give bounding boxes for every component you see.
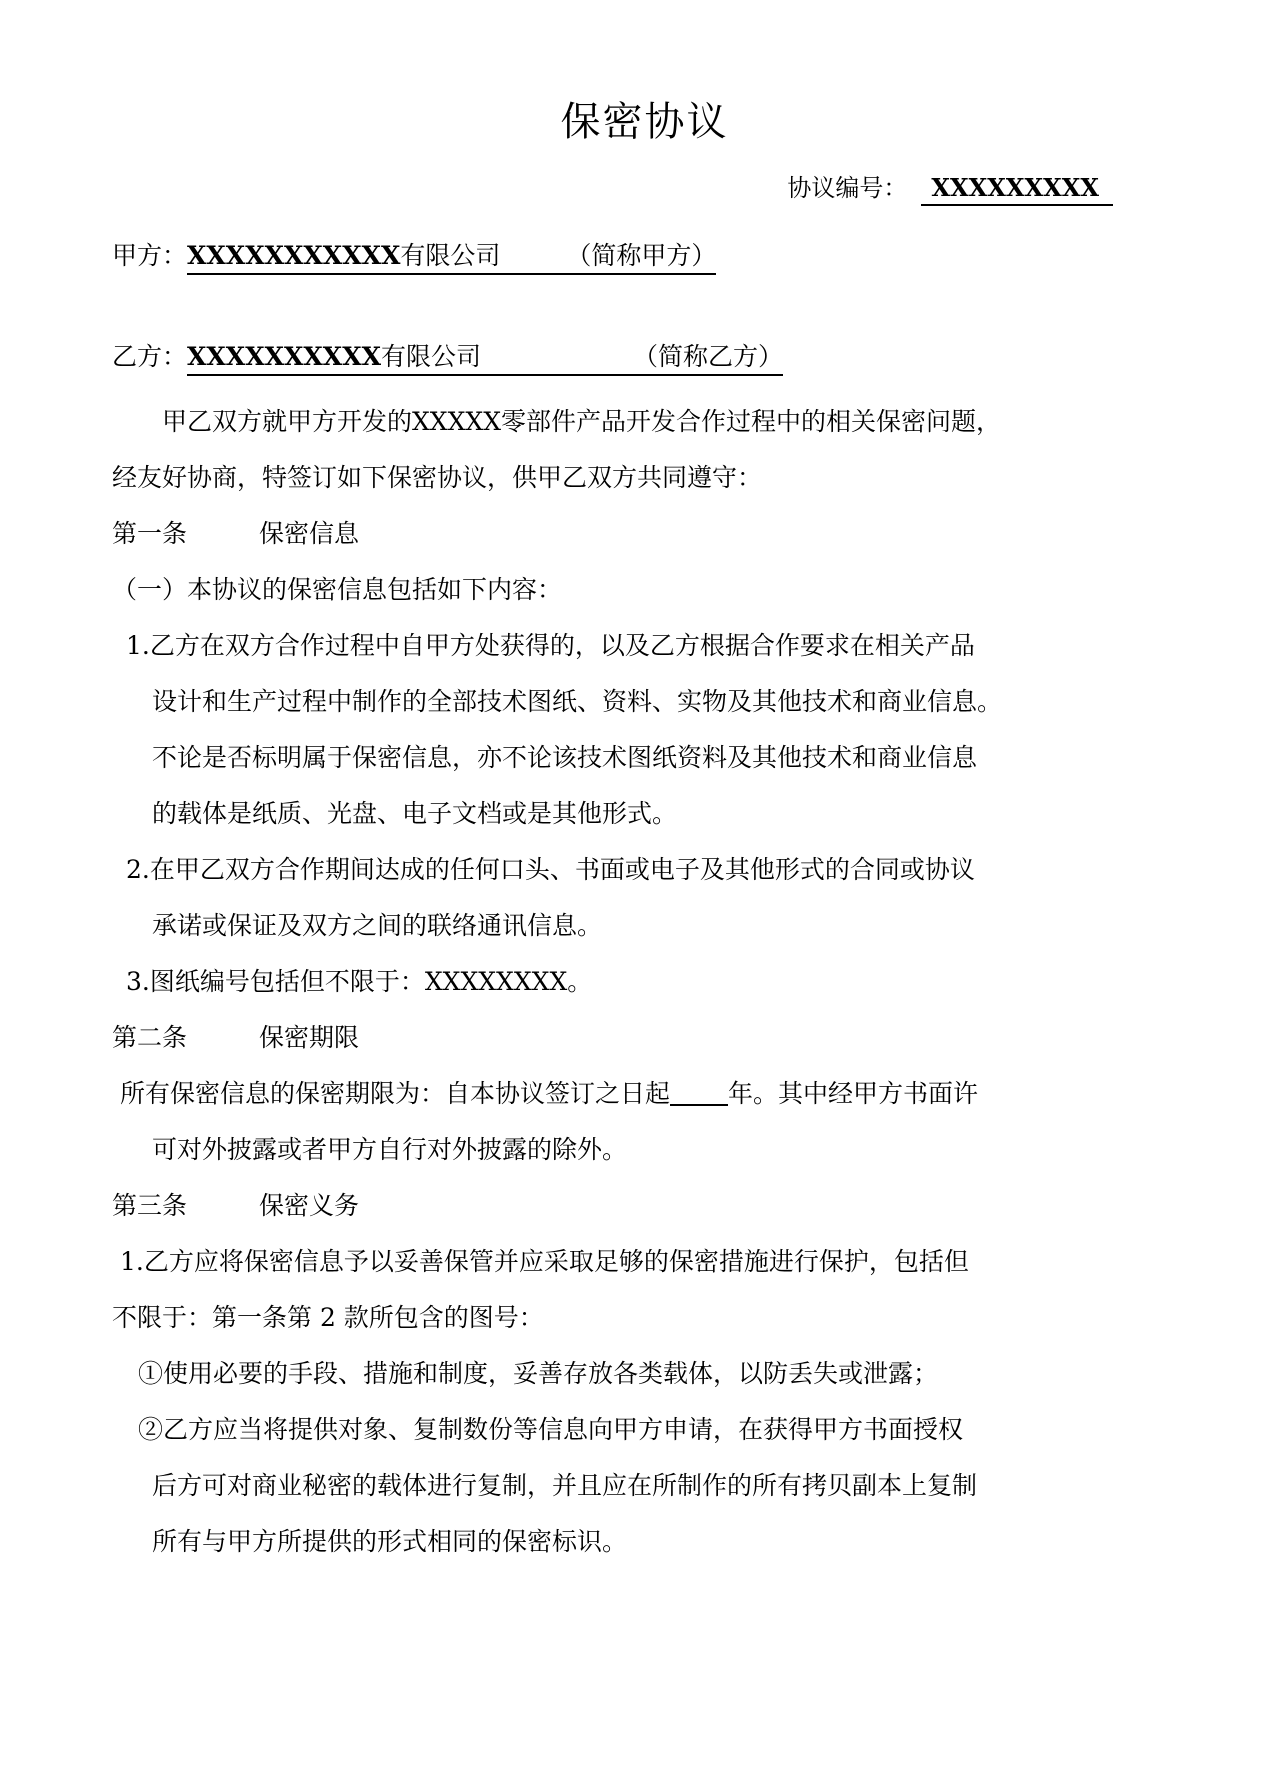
article-1-clause-2-line-2: 承诺或保证及双方之间的联络通讯信息。 [152, 911, 603, 941]
article-3-title: 保密义务 [259, 1191, 360, 1221]
preamble-line-1: 甲乙双方就甲方开发的XXXXX零部件产品开发合作过程中的相关保密问题， [162, 407, 1001, 437]
article-3-heading [112, 1178, 1177, 1234]
party-b-underline [187, 341, 783, 376]
article-2-title: 保密期限 [259, 1023, 360, 1053]
article-2-number: 第二条 [112, 1023, 188, 1053]
party-b-line [112, 341, 1177, 376]
article-1-heading [112, 506, 1177, 562]
party-a-label: 甲方： [112, 240, 188, 270]
article-1-clause-2-line-1: 2.在甲乙双方合作期间达成的任何口头、书面或电子及其他形式的合同或协议 [126, 855, 975, 885]
party-b-label: 乙方： [112, 342, 188, 372]
party-b-suffix: 有限公司 [381, 342, 482, 372]
term-years-blank[interactable] [670, 1104, 728, 1106]
article-2-heading [112, 1010, 1177, 1066]
article-1-number: 第一条 [112, 519, 188, 549]
article-3-subitem-1-line-1: ①使用必要的手段、措施和制度，妥善存放各类载体，以防丢失或泄露； [138, 1359, 939, 1389]
party-a-suffix: 有限公司 [400, 240, 501, 270]
article-1-clause-3-line-1: 3.图纸编号包括但不限于：XXXXXXXX。 [126, 967, 593, 997]
party-a-line [112, 240, 1177, 275]
agreement-number-row [112, 174, 1177, 206]
preamble-line-2: 经友好协商，特签订如下保密协议，供甲乙双方共同遵守： [112, 463, 763, 493]
article-2-body-before-blank: 所有保密信息的保密期限为：自本协议签订之日起 [120, 1079, 671, 1109]
party-a-alias: （简称甲方） [566, 240, 717, 270]
article-1-title: 保密信息 [259, 519, 360, 549]
article-3-subitem-2-line-2: 后方可对商业秘密的载体进行复制，并且应在所制作的所有拷贝副本上复制 [152, 1471, 978, 1501]
page-title: 保密协议 [560, 99, 729, 145]
party-a-underline [187, 240, 716, 275]
article-1-clause-1-line-2: 设计和生产过程中制作的全部技术图纸、资料、实物及其他技术和商业信息。 [152, 687, 1003, 717]
article-2-body-line-1 [112, 1066, 1177, 1122]
article-3-subitem-2-line-1: ②乙方应当将提供对象、复制数份等信息向甲方申请，在获得甲方书面授权 [138, 1415, 964, 1445]
article-1-clause-1-line-1: 1.乙方在双方合作过程中自甲方处获得的，以及乙方根据合作要求在相关产品 [126, 631, 975, 661]
article-3-clause-1-line-2: 不限于：第一条第 2 款所包含的图号： [112, 1303, 544, 1333]
agreement-number-value[interactable]: XXXXXXXXX [921, 174, 1113, 206]
document-body [112, 0, 1177, 1570]
article-2-body-line-2: 可对外披露或者甲方自行对外披露的除外。 [152, 1135, 628, 1165]
party-a-name[interactable]: XXXXXXXXXXX [187, 240, 401, 270]
article-1-clause-1-line-3: 不论是否标明属于保密信息，亦不论该技术图纸资料及其他技术和商业信息 [152, 743, 978, 773]
article-2-body-after-blank: 年。其中经甲方书面许 [728, 1079, 979, 1109]
article-3-clause-1-line-1: 1.乙方应将保密信息予以妥善保管并应采取足够的保密措施进行保护，包括但 [120, 1247, 969, 1277]
agreement-number-label: 协议编号： [787, 174, 908, 202]
article-3-number: 第三条 [112, 1191, 188, 1221]
article-3-subitem-2-line-3: 所有与甲方所提供的形式相同的保密标识。 [152, 1527, 628, 1557]
article-1-subheading: （一）本协议的保密信息包括如下内容： [112, 575, 563, 605]
party-b-name[interactable]: XXXXXXXXXX [187, 342, 381, 372]
article-1-clause-1-line-4: 的载体是纸质、光盘、电子文档或是其他形式。 [152, 799, 678, 829]
party-b-alias: （简称乙方） [633, 342, 784, 372]
